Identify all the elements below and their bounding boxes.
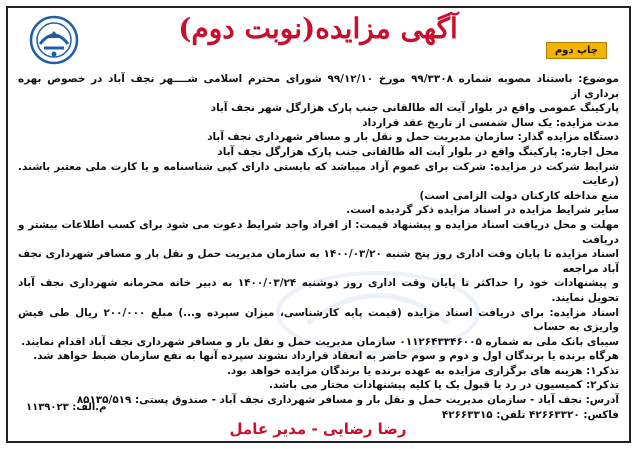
body-line: فاکس: ۴۲۶۶۳۳۲۰ تلفن: ۴۲۶۶۳۳۱۵ <box>441 408 619 421</box>
body-line: و پیشنهادات خود را حداکثر تا پایان وقت اداری روز دوشنبه ۱۴۰۰/۰۳/۲۴ به دبیر خانه محرمانه شهرداری نجف آباد تحویل نمایند. <box>18 277 620 304</box>
body-line: آدرس: نجف آباد - سازمان مدیریت حمل و نقل بار و مسافر شهرداری نجف آباد - صندوق پستی: ۸۵۱۳۵/۵۱۹ <box>76 394 619 407</box>
notice-body <box>18 72 619 422</box>
body-line: دستگاه مزایده گذار: سازمان مدیریت حمل و نقل بار و مسافر شهرداری نجف آباد <box>207 131 619 144</box>
body-line: مهلت و محل دریافت اسناد مزایده و پیشنهاد قیمت: از افراد واجد شرایط دعوت می شود برای کسب اطلاعات بیشتر و دریافت <box>18 218 619 246</box>
notice-frame <box>6 6 631 443</box>
body-line: شرایط شرکت در مزایده: شرکت برای عموم آزاد میباشد که بایستی دارای کپی شناسنامه و یا کارت ملی معتبر باشند. (رعایت <box>18 160 619 188</box>
body-line: اسناد مزایده تا پایان وقت اداری روز پنج شنبه ۱۴۰۰/۰۳/۲۰ به سازمان مدیریت حمل و نقل بار و مسافر شهرداری نجف آباد مراجعه <box>18 248 619 275</box>
body-line: مدت مزایده: یک سال شمسی از تاریخ عقد قرارداد <box>362 116 619 129</box>
body-line: منع مداخله کارکنان دولت الزامی است) <box>419 189 619 202</box>
body-line: سایر شرایط مزایده در اسناد مزایده ذکر گردیده است. <box>346 204 619 217</box>
body-line: موضوع: باستناد مصوبه شماره ۹۹/۳۳۰۸ مورخ ۹۹/۱۲/۱۰ شورای محترم اسلامی شــــهر نجف آباد در خصوص بهره برداری از <box>18 73 619 100</box>
body-line: محل اجاره: پارکینگ واقع در بلوار آیت اله طالقانی جنب پارک هزارگل نجف آباد <box>217 145 619 158</box>
second-print-badge: چاپ دوم <box>546 42 607 59</box>
signature-line: رضا رضایی - مدیر عامل <box>229 420 407 438</box>
body-line: تذکر۱: هزینه های برگزاری مزایده به عهده برنده یا برندگان مزایده خواهد بود. <box>226 364 619 377</box>
notice-title: آگهی مزایده(نوبت دوم) <box>178 12 458 45</box>
body-line: اسناد مزایده: برای دریافت اسناد مزایده (قیمت پایه کارشناسی، میزان سپرده و...) مبلغ ۲۰۰/۰۰۰ ریال طی فیش واریزی به حساب <box>18 306 619 334</box>
notice-footer <box>8 400 629 441</box>
body-line: تذکر۲: کمیسیون در رد یا قبول یک یا کلیه پیشنهادات مختار می باشد. <box>269 379 619 392</box>
reference-number: م.الف: ۱۱۳۹۰۲۳ <box>26 402 107 413</box>
notice-header <box>8 8 629 70</box>
municipality-emblem-icon <box>26 14 82 66</box>
body-line: پارکینگ عمومی واقع در بلوار آیت اله طالقانی جنب پارک هزارگل شهر نجف آباد <box>210 102 619 115</box>
body-line: هرگاه برنده یا برندگان اول و دوم و سوم حاضر به انعقاد قرارداد نشوند سپرده آنها به نفع سازمان ضبط خواهد شد. <box>33 350 619 363</box>
body-line: سیبای بانک ملی به شماره ۰۱۱۲۶۴۳۳۴۶۰۰۵ سازمان مدیریت حمل و نقل بار و مسافر شهرداری نجف آباد اقدام نمایند. <box>21 335 619 348</box>
